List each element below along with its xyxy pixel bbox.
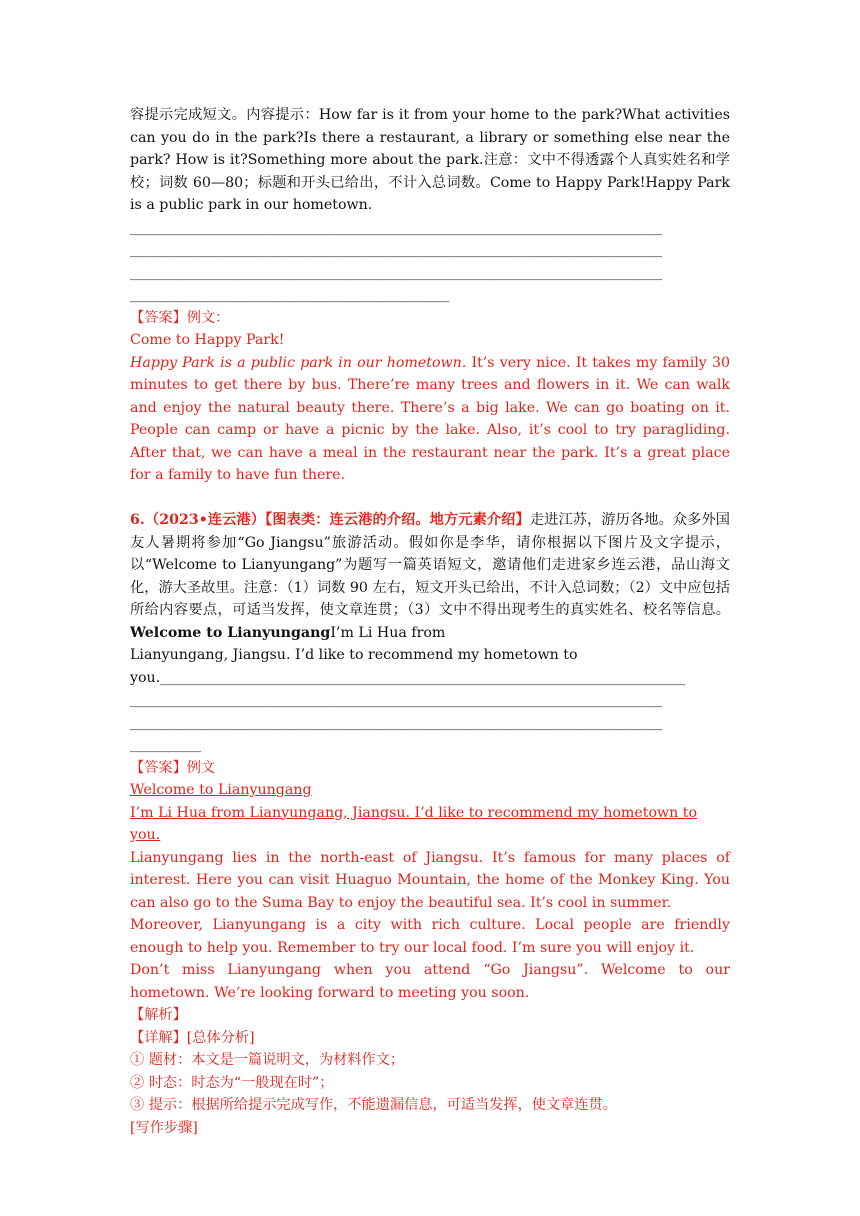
q5-answer-label: 【答案】例文： [130,309,230,326]
q6-prompt-opening: I’m Li Hua from [330,624,446,641]
q6-essay-opening: I’m Li Hua from Lianyungang, Jiangsu. I’d like to recommend my hometown to you. [130,804,698,843]
answer-blank-line: _____________________________________________ [130,287,450,303]
q6-answer-label: 【答案】例文 [130,759,216,776]
q5-essay-body [130,352,730,487]
q6-prompt-opening-line: you.__________________________________________________________________________ [130,669,686,686]
answer-blank-line: ___________________________________________________________________________ [130,242,663,258]
q6-analysis-point: ③ 提示：根据所给提示完成写作，不能遗漏信息，可适当发挥，使文章连贯。 [130,1097,617,1113]
q6-essay-paragraph: Moreover, Lianyungang is a city with rich culture. Local people are friendly enough to help you. Remember to try our local food. I’m sure you will enjoy it. [130,917,730,956]
q6-prompt [130,509,730,644]
answer-blank-line: ___________________________________________________________________________ [130,219,663,236]
answer-blank-line: __________ [130,737,201,753]
q5-essay-text: . It’s very nice. It takes my family 30 minutes to get there by bus. There’re many trees and flowers in it. We can walk and enjoy the natural beauty there. There’s a big lake. We can go boating on it. People can camp or have a picnic by the lake. Also, it’s cool to try paragliding. After that, we can have a meal in the restaurant near the park. It’s a great place for a family to have fun there. [130,354,731,483]
q6-analysis-point: ② 时态：时态为“一般现在时”； [130,1074,334,1091]
answer-blank-line: ___________________________________________________________________________ [130,264,663,281]
answer-blank-line: ___________________________________________________________________________ [130,692,663,708]
document-page [130,104,730,1139]
q6-essay-title: Welcome to Lianyungang [130,782,312,798]
q6-prompt-opening-line: Lianyungang, Jiangsu. I’d like to recommend my hometown to [130,647,578,663]
q6-steps-label: [写作步骤] [130,1119,198,1136]
q5-prompt: 容提示完成短文。内容提示：How far is it from your home to the park?What activities can you do in the park?Is there a restaurant, a library or something else near the park? How is it?Something more about the park.注意：文中不得透露个人真实姓名和学校；词数 60—80；标题和开头已给出，不计入总词数。Come to Happy Park!Happy Park is a public park in our hometown. [130,107,730,213]
q5-essay-title: Come to Happy Park! [130,332,285,348]
q6-analysis-label: 【解析】 [130,1007,187,1023]
q6-analysis-point: ① 题材：本文是一篇说明文，为材料作文； [130,1052,405,1068]
q6-prompt-title: Welcome to Lianyungang [130,624,331,641]
q6-prompt-text: 走进江苏，游历各地。众多外国友人暑期将参加“Go Jiangsu”旅游活动。假如你是李华，请你根据以下图片及文字提示，以“Welcome to Lianyungang”为题写一篇英语短文，邀请他们走进家乡连云港，品山海文化，游大圣故里。注意：（1）词数 90 左右，短文开头已给出，不计入总词数；（2）文中应包括所给内容要点，可适当发挥，使文章连贯；（3）文中不得出现考生的真实姓名、校名等信息。 [130,512,730,618]
q6-essay-paragraph: Lianyungang lies in the north-east of Jiangsu. It’s famous for many places of interest. Here you can visit Huaguo Mountain, the home of the Monkey King. You can also go to the Suma Bay to enjoy the beautiful sea. It’s cool in summer. [130,849,730,911]
section-gap [130,487,730,510]
q5-essay-opening: Happy Park is a public park in our hometown [130,354,462,371]
answer-blank-line: ___________________________________________________________________________ [130,714,663,731]
q6-essay-paragraph: Don’t miss Lianyungang when you attend “Go Jiangsu”. Welcome to our hometown. We’re looking forward to meeting you soon. [130,962,730,1001]
q6-detail-label: 【详解】[总体分析] [130,1029,255,1046]
q6-heading: 6.（2023•连云港）【图表类：连云港的介绍。地方元素介绍】 [130,512,530,528]
